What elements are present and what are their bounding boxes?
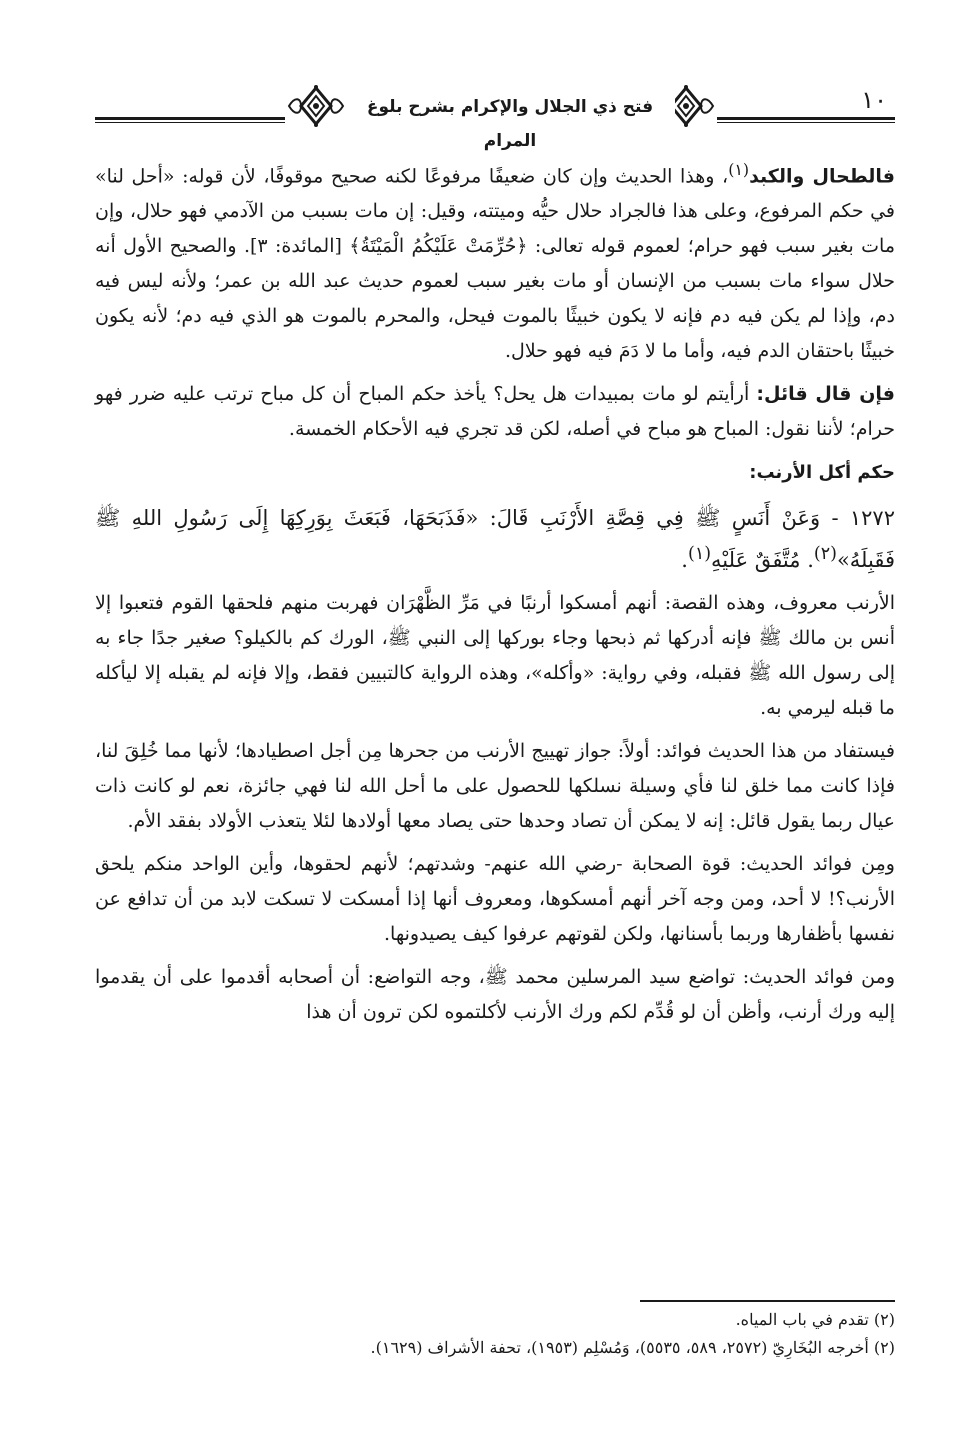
hadith-text: - وَعَنْ أَنَسٍ ﷺ فِي قِصَّةِ الأَرْنَبِ قَالَ: «فَذَبَحَهَا، فَبَعَثَ بِوَرِكِهَا إِلَى رَسُولِ اللهِ ﷺ فَقَبِلَهُ» bbox=[95, 506, 895, 573]
paragraph-lead: فيستفاد من هذا الحديث فوائد: bbox=[655, 740, 895, 763]
footnote-rule bbox=[640, 1300, 895, 1302]
hadith bbox=[95, 500, 895, 578]
paragraph bbox=[95, 734, 895, 839]
paragraph-text: قوة الصحابة -رضي الله عنهم- وشدتهم؛ لأنهم لحقوها، وأين الواحد منكم يلحق الأرنب؟! لا أحد، ومن وجه آخر أنهم أمسكوها، ومعروف أنها إذا أمسكت لا تسكت لابد من أن تدافع عن نفسها بأظفارها وربما بأسنانها، ولكن لقوتهم عرفوا كيف يصيدونها. bbox=[95, 853, 895, 946]
footnote: (٢) تقدم في باب المياه. bbox=[735, 1310, 895, 1329]
footnote-ref: (١) bbox=[728, 160, 750, 179]
hadith-end: . bbox=[681, 548, 688, 573]
body-text bbox=[95, 152, 895, 1038]
paragraph bbox=[95, 586, 895, 726]
paragraph-text: أولاً: جواز تهييج الأرنب من جحرها مِن أجل اصطيادها؛ لأنها مما خُلِقَ لنا، فإذا كانت مما خلق لنا فأي وسيلة نسلكها للحصول على ما أحل الله لنا فهي جائزة، نعم لو كانت ذات عيال ربما يقول قائل: إنه لا يمكن أن تصاد وحدها حتى يصاد معها أولادها لئلا يتعذب الأولاد بفقد الأم. bbox=[95, 740, 895, 833]
paragraph-lead: فإن قال قائل: bbox=[756, 383, 895, 406]
page-number: ١٠ bbox=[857, 86, 891, 114]
paragraph-lead: فالطحال والكبد bbox=[749, 165, 895, 188]
hadith-number: ١٢٧٢ bbox=[849, 506, 895, 531]
footnote: (٢) أخرجه البُخَارِيّ (٢٥٧٢، ٥٨٩، ٥٥٣٥)، وَمُسْلِم (١٩٥٣)، تحفة الأشراف (١٦٢٩). bbox=[370, 1338, 895, 1357]
running-title: فتح ذي الجلال والإكرام بشرح بلوغ المرام bbox=[366, 97, 654, 151]
paragraph bbox=[95, 152, 895, 369]
section-heading: حكم أكل الأرنب: bbox=[749, 462, 895, 484]
paragraph-text: ، وهذا الحديث وإن كان ضعيفًا مرفوعًا لكنه صحيح موقوفًا، لأن قوله: «أحل لنا» في حكم المرفوع، وعلى هذا فالجراد حلال حيُّه وميتته، وقيل: إن مات بسبب من الآدمي فهو حلال، وإن مات بغير سبب فهو حرام؛ لعموم قوله تعالى: ﴿حُرِّمَتْ عَلَيْكُمُ الْمَيْتَةُ﴾ [المائدة: ٣]. والصحيح الأول أنه حلال سواء مات بسبب من الإنسان أو مات بغير سبب لعموم حديث عبد الله بن عمر؛ ولأنه ليس فيه دم، وإذا لم يكن فيه دم فإنه لا يكون خبيثًا بالموت فيحل، والمحرم بالموت هو الذي فيه دم؛ لأنه يكون خبيثًا باحتقان الدم فيه، وأما ما لا دَمَ فيه فهو حلال. bbox=[95, 165, 896, 363]
hadith-agreed: . مُتَّفَقٌ عَلَيْهِ bbox=[711, 548, 814, 573]
paragraph-text: أرأيتم لو مات بمبيدات هل يحل؟ يأخذ حكم المباح أن كل مباح ترتب عليه ضرر فهو حرام؛ لأننا نقول: المباح هو مباح في أصله، لكن قد تجري فيه الأحكام الخمسة. bbox=[95, 383, 895, 441]
paragraph-lead: ومِن فوائد الحديث: bbox=[739, 853, 895, 876]
paragraph bbox=[95, 847, 895, 952]
running-header bbox=[95, 84, 895, 151]
footnote-ref: (٢) bbox=[813, 544, 837, 565]
footnotes bbox=[95, 1306, 895, 1362]
paragraph bbox=[95, 960, 895, 1030]
footnote-ref: (١) bbox=[687, 544, 712, 565]
paragraph-text: الأرنب معروف، وهذه القصة: أنهم أمسكوا أرنبًا في مَرِّ الظَّهْرَان فهربت منهم فلحقها القوم فتعبوا إلا أنس بن مالك ﷺ فإنه أدركها ثم ذبحها وجاء بوركها إلى النبي ﷺ، الورك كم بالكيلو؟ صغير جدًا جاء به إلى رسول الله ﷺ فقبله، وفي رواية: «وأكله»، وهذه الرواية كالتبيين فقط، وإلا فإنه لم يقبله إلا ليأكله ما قبله ليرمي به. bbox=[95, 592, 895, 720]
paragraph-lead: ومن فوائد الحديث: bbox=[742, 966, 895, 989]
paragraph bbox=[95, 377, 895, 447]
paragraph-text: تواضع سيد المرسلين محمد ﷺ، وجه التواضع: أن أصحابه أقدموا على أن يقدموا إليه ورك أرنب، وأظن أن لو قُدِّم لكم ورك الأرنب لأكلتموه لكن ترون أن هذا bbox=[95, 966, 895, 1024]
running-title-box bbox=[345, 90, 675, 151]
header-ornament-left-icon bbox=[285, 84, 347, 128]
